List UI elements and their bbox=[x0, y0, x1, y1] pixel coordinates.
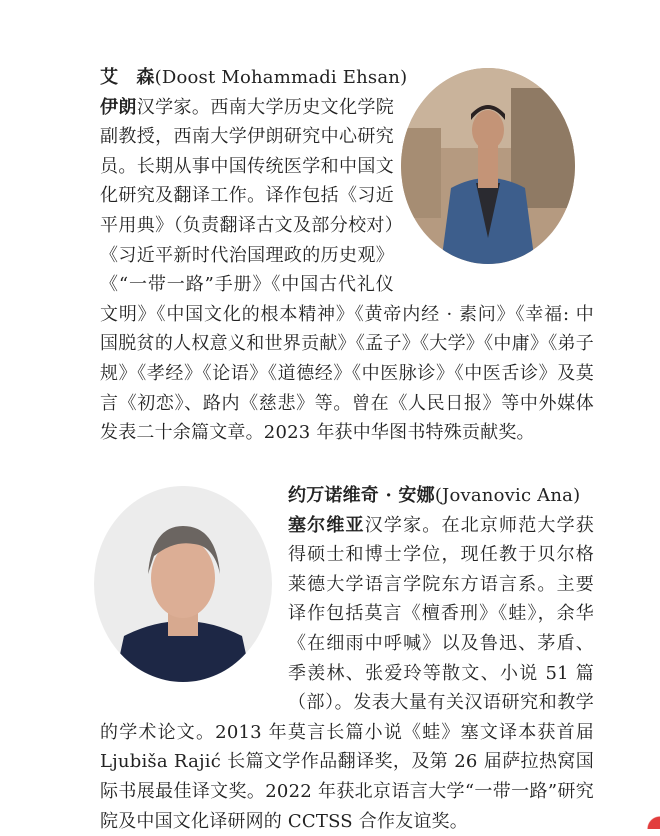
corner-decoration bbox=[640, 805, 660, 829]
person-name-zh: 艾 森 bbox=[100, 67, 155, 88]
person-name-en: (Doost Mohammadi Ehsan) bbox=[154, 67, 408, 88]
country-label: 塞尔维亚 bbox=[288, 514, 365, 536]
person-name-zh: 约万诺维奇 · 安娜 bbox=[288, 485, 435, 506]
country-label: 伊朗 bbox=[100, 96, 137, 118]
bio-heading-ehsan bbox=[100, 63, 594, 93]
bio-ehsan bbox=[100, 63, 594, 448]
person-name-en: (Jovanovic Ana) bbox=[434, 485, 581, 506]
bio-text: 汉学家。西南大学历史文化学院副教授，西南大学伊朗研究中心研究员。长期从事中国传统医学和中国文化研究及翻译工作。译作包括《习近平用典》（负责翻译古文及部分校对）《习近平新时代治国理政的历史观》《“一带一路”手册》《中国古代礼仪文明》《中国文化的根本精神》《黄帝内经 · 素问》《幸福: 中国脱贫的人权意义和世界贡献》《孟子》《大学》《中庸》《弟子规》《孝经》《论语》《道德经》《中医脉诊》《中医舌诊》及莫言《初恋》、路内《慈悲》等。曾在《人民日报》等中外媒体发表二十余篇文章。2023 年获中华图书特殊贡献奖。 bbox=[100, 96, 594, 444]
bio-text: 汉学家。在北京师范大学获得硕士和博士学位，现任教于贝尔格莱德大学语言学院东方语言系。主要译作包括莫言《檀香刑》《蛙》，余华《在细雨中呼喊》以及鲁迅、茅盾、季羡林、张爱玲等散文、小说 51 篇（部）。发表大量有关汉语研究和教学的学术论文。2013 年莫言长篇小说《蛙》塞文译本获首届 Ljubiša Rajić 长篇文学作品翻译奖，及第 26 届萨拉热窝国际书展最佳译文奖。2022 年获北京语言大学“一带一路”研究院及中国文化译研网的 CCTSS 合作友谊奖。 bbox=[100, 514, 594, 832]
bio-ana bbox=[100, 481, 594, 836]
